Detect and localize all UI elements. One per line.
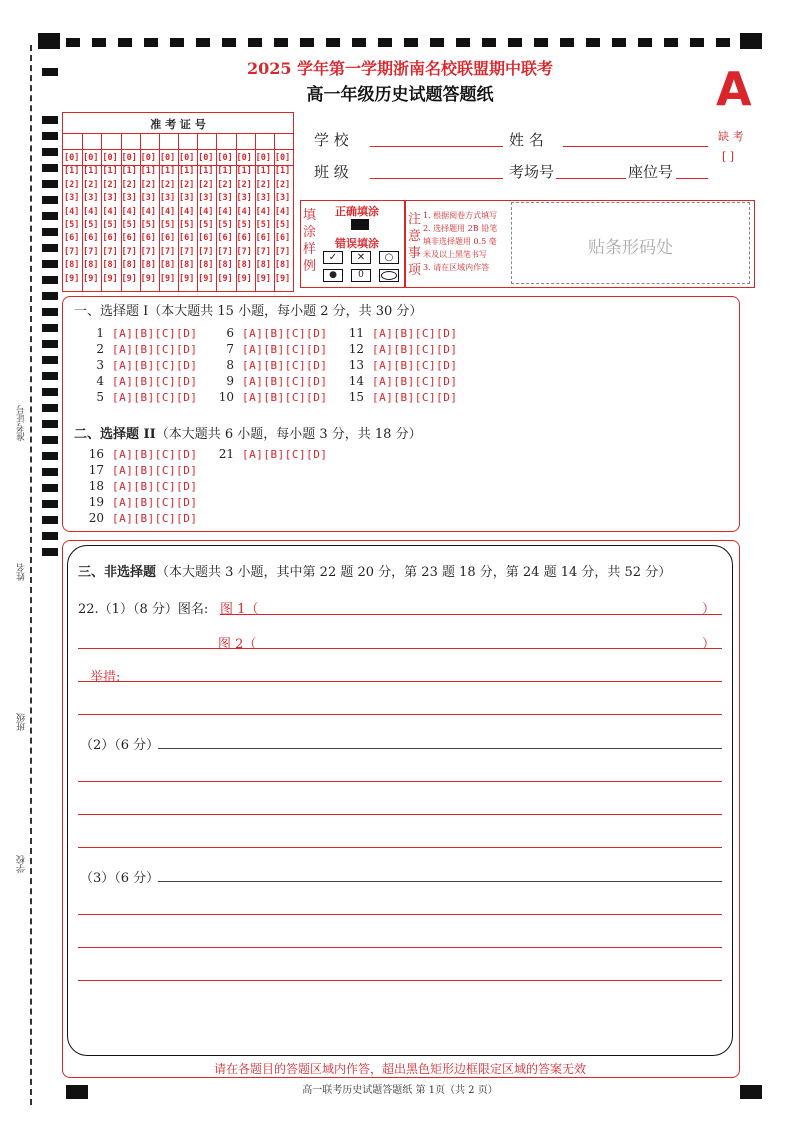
timing-mark (378, 38, 392, 47)
fig1-label: 图 1（ (220, 602, 259, 617)
question-number: 19 (88, 495, 104, 509)
timing-mark (222, 38, 236, 47)
exam-id-bubble[interactable]: [8] (159, 260, 176, 271)
absent-checkbox[interactable]: [ ] (722, 150, 735, 163)
timing-mark (612, 38, 626, 47)
answer-options[interactable]: [A][B][C][D] (112, 496, 198, 509)
circle-mark-icon: ○ (379, 251, 399, 264)
timing-mark (42, 164, 58, 172)
page-footer: 高一联考历史试题答题纸 第 1页（共 2 页） (302, 1085, 498, 1096)
exam-id-bubble[interactable]: [4] (159, 206, 176, 217)
answer-options[interactable]: [A][B][C][D] (242, 391, 328, 404)
exam-id-bubble[interactable]: [9] (121, 273, 137, 284)
exam-id-bubble[interactable]: [0] (64, 153, 80, 163)
exam-id-bubble[interactable]: [4] (236, 206, 252, 217)
timing-mark (560, 38, 574, 47)
exam-id-bubble[interactable]: [8] (217, 260, 233, 271)
exam-id-bubble[interactable]: [8] (83, 260, 99, 271)
question-number: 1 (96, 326, 104, 340)
exam-id-bubble[interactable]: [8] (274, 260, 291, 271)
oval-mark-icon: 0 (351, 269, 371, 282)
name-label: 姓 名 (509, 131, 544, 149)
answer-line[interactable] (78, 714, 722, 715)
exam-id-bubble[interactable]: [5] (121, 220, 137, 230)
answer-options[interactable]: [A][B][C][D] (112, 359, 198, 372)
exam-id-bubble[interactable]: [9] (179, 273, 195, 284)
exam-id-bubble[interactable]: [2] (102, 179, 118, 190)
paper-code: A (716, 62, 752, 116)
exam-id-bubble[interactable]: [0] (121, 153, 137, 163)
exam-id-bubble[interactable]: [5] (217, 220, 233, 230)
answer-options[interactable]: [A][B][C][D] (242, 359, 328, 372)
exam-id-bubble[interactable]: [4] (140, 206, 157, 217)
answer-options[interactable]: [A][B][C][D] (112, 327, 198, 340)
exam-id-bubble[interactable]: [0] (83, 153, 99, 163)
answer-options[interactable]: [A][B][C][D] (112, 343, 198, 356)
timing-mark (42, 116, 58, 124)
timing-mark (42, 308, 58, 316)
timing-mark (534, 38, 548, 47)
exam-id-bubble[interactable]: [5] (274, 220, 291, 230)
fill-example-label: 填涂样例 (303, 208, 317, 274)
exam-id-bubble[interactable]: [8] (255, 260, 272, 271)
timing-mark (170, 38, 184, 47)
exam-id-bubble[interactable]: [2] (83, 179, 99, 190)
exam-id-bubble[interactable]: [0] (274, 153, 291, 163)
timing-mark (42, 340, 58, 348)
exam-id-bubble[interactable]: [8] (64, 260, 80, 271)
timing-mark (42, 228, 58, 236)
exam-id-bubble[interactable]: [2] (121, 179, 137, 190)
fig2-close: ） (702, 637, 716, 652)
timing-mark (430, 38, 444, 47)
exam-id-bubble[interactable]: [7] (121, 246, 137, 257)
answer-options[interactable]: [A][B][C][D] (112, 391, 198, 404)
answer-options[interactable]: [A][B][C][D] (112, 512, 198, 525)
barcode-area (511, 202, 750, 284)
question-number: 7 (226, 342, 234, 356)
cross-mark-icon: ✕ (351, 251, 371, 264)
notes-barcode-box (404, 200, 755, 288)
notes-label: 注意事项 (408, 212, 422, 278)
exam-id-bubble[interactable]: [4] (217, 206, 233, 217)
exam-id-bubble[interactable]: [3] (64, 193, 80, 204)
timing-mark (482, 38, 496, 47)
exam-id-bubble[interactable]: [7] (179, 246, 195, 257)
exam-id-bubble[interactable]: [0] (236, 153, 252, 163)
question-number: 15 (348, 390, 364, 404)
timing-mark (690, 38, 704, 47)
exam-id-bubble[interactable]: [1] (140, 166, 157, 177)
timing-mark (42, 452, 58, 460)
exam-id-bubble[interactable]: [8] (198, 260, 214, 271)
answer-options[interactable]: [A][B][C][D] (112, 480, 198, 493)
question-number: 6 (226, 326, 234, 340)
answer-line[interactable] (158, 881, 722, 882)
question-number: 3 (96, 358, 104, 372)
exam-id-bubble[interactable]: [1] (159, 166, 176, 177)
exam-id-bubble[interactable]: [2] (217, 179, 233, 190)
exam-id-bubble[interactable]: [3] (159, 193, 176, 204)
exam-id-bubble[interactable]: [9] (83, 273, 99, 284)
binding-line (30, 45, 32, 1105)
class-label: 班 级 (314, 163, 349, 181)
answer-line[interactable] (78, 980, 722, 981)
question-number: 12 (348, 342, 364, 356)
exam-id-bubble[interactable]: [7] (198, 246, 214, 257)
exam-id-bubble[interactable]: [9] (159, 273, 176, 284)
timing-mark (42, 244, 58, 252)
answer-options[interactable]: [A][B][C][D] (112, 375, 198, 388)
question-number: 18 (88, 479, 104, 493)
exam-id-bubble[interactable]: [5] (83, 220, 99, 230)
exam-id-bubble[interactable]: [6] (255, 233, 272, 244)
exam-id-bubble[interactable]: [3] (179, 193, 195, 204)
answer-options[interactable]: [A][B][C][D] (112, 464, 198, 477)
timing-mark (196, 38, 210, 47)
room-label: 考场号 (509, 163, 555, 181)
timing-mark (352, 38, 366, 47)
exam-id-bubble[interactable]: [1] (274, 166, 291, 177)
answer-line[interactable] (78, 781, 722, 782)
timing-mark (274, 38, 288, 47)
exam-id-bubble[interactable]: [0] (140, 153, 157, 163)
exam-id-bubble[interactable]: [3] (140, 193, 157, 204)
dot-mark-icon: ● (323, 269, 343, 282)
exam-id-bubble[interactable]: [6] (217, 233, 233, 244)
exam-id-bubble[interactable]: [1] (255, 166, 272, 177)
exam-id-bubble[interactable]: [2] (140, 179, 157, 190)
timing-mark (66, 38, 80, 47)
name-field[interactable] (563, 146, 708, 147)
exam-id-bubble[interactable]: [3] (274, 193, 291, 204)
exam-id-bubble[interactable]: [9] (217, 273, 233, 284)
room-field[interactable] (556, 178, 626, 179)
exam-id-bubble[interactable]: [8] (102, 260, 118, 271)
exam-id-bubble[interactable]: [3] (236, 193, 252, 204)
exam-id-bubble[interactable]: [6] (121, 233, 137, 244)
timing-mark (586, 38, 600, 47)
exam-id-bubble[interactable]: [5] (236, 220, 252, 230)
seat-field[interactable] (676, 178, 708, 179)
exam-id-bubble[interactable]: [7] (159, 246, 176, 257)
question-number: 4 (96, 374, 104, 388)
timing-mark (42, 148, 58, 156)
correct-fill-label: 正确填涂 (335, 205, 379, 218)
exam-id-bubble[interactable]: [9] (102, 273, 118, 284)
exam-title: 2025 学年第一学期浙南名校联盟期中联考 (246, 59, 554, 78)
exam-id-bubble[interactable]: [6] (236, 233, 252, 244)
wide-oval-mark-icon (379, 269, 399, 282)
corner-mark-top-left (38, 33, 60, 49)
exam-id-bubble[interactable]: [3] (83, 193, 99, 204)
exam-id-bubble[interactable]: [7] (236, 246, 252, 257)
section3-title: 三、非选择题（本大题共 3 小题，其中第 22 题 20 分，第 23 题 18 分，第 24 题 14 分，共 52 分） (78, 565, 672, 580)
answer-options[interactable]: [A][B][C][D] (372, 375, 458, 388)
exam-id-bubble[interactable]: [0] (159, 153, 176, 163)
answer-options[interactable]: [A][B][C][D] (242, 343, 328, 356)
exam-id-bubble[interactable]: [5] (159, 220, 176, 230)
exam-id-bubble[interactable]: [9] (140, 273, 157, 284)
answer-line[interactable] (78, 847, 722, 848)
sheet-subtitle: 高一年级历史试题答题纸 (306, 85, 494, 105)
answer-options[interactable]: [A][B][C][D] (242, 448, 328, 461)
answer-options[interactable]: [A][B][C][D] (372, 359, 458, 372)
side-label-school: 学校 (17, 855, 27, 873)
timing-mark (248, 38, 262, 47)
section2-title: 二、选择题 II（本大题共 6 小题，每小题 3 分，共 18 分） (74, 427, 422, 442)
question-number: 9 (226, 374, 234, 388)
exam-id-bubble[interactable]: [4] (121, 206, 137, 217)
answer-options[interactable]: [A][B][C][D] (242, 327, 328, 340)
q22-label: 22.（1）（8 分）图名: (78, 602, 209, 617)
question-number: 20 (88, 511, 104, 525)
exam-id-bubble[interactable]: [1] (121, 166, 137, 177)
exam-id-bubble[interactable]: [8] (179, 260, 195, 271)
exam-id-bubble[interactable]: [4] (179, 206, 195, 217)
exam-id-bubble[interactable]: [1] (64, 166, 80, 177)
side-label-class: 班级 (17, 713, 27, 731)
answer-line[interactable] (78, 681, 722, 682)
question-number: 11 (348, 326, 364, 340)
question-number: 21 (218, 447, 234, 461)
question-number: 2 (96, 342, 104, 356)
timing-mark (42, 196, 58, 204)
exam-id-bubble[interactable]: [4] (83, 206, 99, 217)
correct-fill-sample (351, 219, 369, 230)
exam-id-bubble[interactable]: [7] (83, 246, 99, 257)
exam-id-bubble[interactable]: [7] (255, 246, 272, 257)
timing-mark (42, 516, 58, 524)
timing-mark (42, 212, 58, 220)
answer-options[interactable]: [A][B][C][D] (112, 448, 198, 461)
timing-mark (42, 260, 58, 268)
fig1-answer-line[interactable] (220, 614, 722, 615)
fill-example-box (300, 200, 406, 288)
timing-mark (42, 180, 58, 188)
exam-id-bubble[interactable]: [3] (255, 193, 272, 204)
exam-id-bubble[interactable]: [8] (236, 260, 252, 271)
exam-id-bubble[interactable]: [0] (217, 153, 233, 163)
exam-id-bubble[interactable]: [7] (140, 246, 157, 257)
exam-id-bubble[interactable]: [4] (274, 206, 291, 217)
exam-id-bubble[interactable]: [1] (102, 166, 118, 177)
fig2-answer-line[interactable] (78, 648, 722, 649)
exam-id-bubble[interactable]: [1] (217, 166, 233, 177)
question-number: 10 (218, 390, 234, 404)
exam-id-bubble[interactable]: [9] (255, 273, 272, 284)
exam-id-bubble[interactable]: [2] (236, 179, 252, 190)
exam-id-bubble[interactable]: [6] (64, 233, 80, 244)
timing-mark (300, 38, 314, 47)
timing-mark (42, 500, 58, 508)
exam-id-bubble[interactable]: [5] (102, 220, 118, 230)
exam-id-bubble[interactable]: [0] (102, 153, 118, 163)
exam-id-bubble[interactable]: [7] (274, 246, 291, 257)
timing-mark (42, 420, 58, 428)
exam-id-bubble[interactable]: [0] (179, 153, 195, 163)
exam-id-bubble[interactable]: [5] (64, 220, 80, 230)
timing-mark (42, 276, 58, 284)
exam-id-bubble[interactable]: [9] (236, 273, 252, 284)
exam-id-bubble[interactable]: [6] (179, 233, 195, 244)
timing-mark (42, 132, 58, 140)
exam-id-bubble[interactable]: [3] (198, 193, 214, 204)
exam-id-bubble[interactable]: [7] (102, 246, 118, 257)
exam-id-bubble[interactable]: [8] (121, 260, 137, 271)
answer-line[interactable] (158, 748, 722, 749)
timing-mark (404, 38, 418, 47)
fig2-label: 图 2（ (218, 637, 257, 652)
side-label-name: 姓名 (17, 563, 27, 581)
answer-options[interactable]: [A][B][C][D] (242, 375, 328, 388)
exam-id-bubble[interactable]: [2] (179, 179, 195, 190)
exam-id-bubble[interactable]: [2] (64, 179, 80, 190)
exam-id-bubble[interactable]: [6] (140, 233, 157, 244)
timing-mark (42, 372, 58, 380)
wrong-fill-label: 错误填涂 (335, 237, 379, 250)
exam-id-bubble[interactable]: [1] (198, 166, 214, 177)
exam-id-bubble[interactable]: [4] (102, 206, 118, 217)
exam-id-bubble[interactable]: [3] (121, 193, 137, 204)
fig1-close: ） (702, 602, 716, 617)
timing-mark (144, 38, 158, 47)
exam-id-bubble[interactable]: [6] (198, 233, 214, 244)
timing-mark (92, 38, 106, 47)
class-field[interactable] (370, 178, 503, 179)
exam-id-bubble[interactable]: [6] (159, 233, 176, 244)
barcode-label: 贴条形码处 (588, 238, 673, 258)
exam-id-bubble[interactable]: [0] (255, 153, 272, 163)
q22-2-label: （2）（6 分） (80, 738, 160, 753)
timing-mark (664, 38, 678, 47)
exam-id-bubble[interactable]: [1] (83, 166, 99, 177)
question-number: 17 (88, 463, 104, 477)
timing-mark (42, 468, 58, 476)
question-number: 8 (226, 358, 234, 372)
answer-options[interactable]: [A][B][C][D] (372, 391, 458, 404)
timing-mark (42, 436, 58, 444)
answer-options[interactable]: [A][B][C][D] (372, 327, 458, 340)
timing-mark (42, 404, 58, 412)
exam-id-bubble[interactable]: [2] (255, 179, 272, 190)
question-number: 14 (348, 374, 364, 388)
exam-id-bubble[interactable]: [5] (255, 220, 272, 230)
exam-id-bubble[interactable]: [2] (159, 179, 176, 190)
exam-id-bubble[interactable]: [7] (217, 246, 233, 257)
seat-label: 座位号 (628, 163, 674, 181)
timing-mark (42, 356, 58, 364)
exam-id-bubble[interactable]: [5] (140, 220, 157, 230)
exam-id-bubble[interactable]: [4] (255, 206, 272, 217)
timing-mark (638, 38, 652, 47)
exam-id-bubble[interactable]: [8] (140, 260, 157, 271)
exam-id-bubble[interactable]: [6] (102, 233, 118, 244)
timing-mark (326, 38, 340, 47)
exam-id-bubble[interactable]: [9] (64, 273, 80, 284)
corner-mark-top-right (740, 33, 762, 49)
answer-line[interactable] (78, 914, 722, 915)
exam-id-bubble[interactable]: [0] (198, 153, 214, 163)
exam-id-bubble[interactable]: [7] (64, 246, 80, 257)
exam-id-bubble[interactable]: [3] (102, 193, 118, 204)
exam-id-bubble[interactable]: [6] (274, 233, 291, 244)
absent-label: 缺 考 (718, 130, 744, 143)
notes-list: 1. 根据阅卷方式填写 2. 选择题用 2B 铅笔 填非选择题用 0.5 毫 米及以上黑笔书写 3. 请在区域内作答 (423, 211, 498, 272)
exam-id-bubble[interactable]: [6] (83, 233, 99, 244)
exam-id-bubble[interactable]: [4] (198, 206, 214, 217)
exam-id-bubble[interactable]: [5] (198, 220, 214, 230)
q22-3-label: （3）（6 分） (80, 871, 160, 886)
exam-id-bubble[interactable]: [1] (179, 166, 195, 177)
question-number: 5 (96, 390, 104, 404)
answer-line[interactable] (78, 947, 722, 948)
timing-mark (42, 324, 58, 332)
exam-id-bubble[interactable]: [9] (274, 273, 291, 284)
exam-id-grid[interactable] (62, 112, 294, 292)
answer-line[interactable] (78, 814, 722, 815)
question-number: 16 (88, 447, 104, 461)
side-label-exam-no: 准考证号 (17, 405, 27, 441)
check-mark-icon: ✓ (323, 251, 343, 264)
school-field[interactable] (370, 146, 503, 147)
question-number: 13 (348, 358, 364, 372)
exam-id-bubble[interactable]: [3] (217, 193, 233, 204)
timing-mark (456, 38, 470, 47)
exam-id-bubble[interactable]: [2] (274, 179, 291, 190)
exam-id-bubble[interactable]: [4] (64, 206, 80, 217)
exam-id-bubble[interactable]: [1] (236, 166, 252, 177)
section1-title: 一、选择题 I（本大题共 15 小题，每小题 2 分，共 30 分） (74, 304, 423, 319)
school-label: 学 校 (314, 131, 349, 149)
out-of-area-warning: 请在各题目的答题区域内作答，超出黑色矩形边框限定区域的答案无效 (213, 1062, 586, 1076)
timing-mark (42, 532, 58, 540)
timing-mark (716, 38, 730, 47)
timing-mark (118, 38, 132, 47)
timing-mark (42, 484, 58, 492)
exam-id-label: 准 考 证 号 (150, 118, 206, 131)
timing-mark (42, 388, 58, 396)
timing-mark (42, 548, 58, 556)
answer-options[interactable]: [A][B][C][D] (372, 343, 458, 356)
timing-mark (42, 292, 58, 300)
timing-mark (508, 38, 522, 47)
exam-id-bubble[interactable]: [2] (198, 179, 214, 190)
measures-label: 举措: (90, 670, 121, 685)
exam-id-bubble[interactable]: [9] (198, 273, 214, 284)
exam-id-bubble[interactable]: [5] (179, 220, 195, 230)
